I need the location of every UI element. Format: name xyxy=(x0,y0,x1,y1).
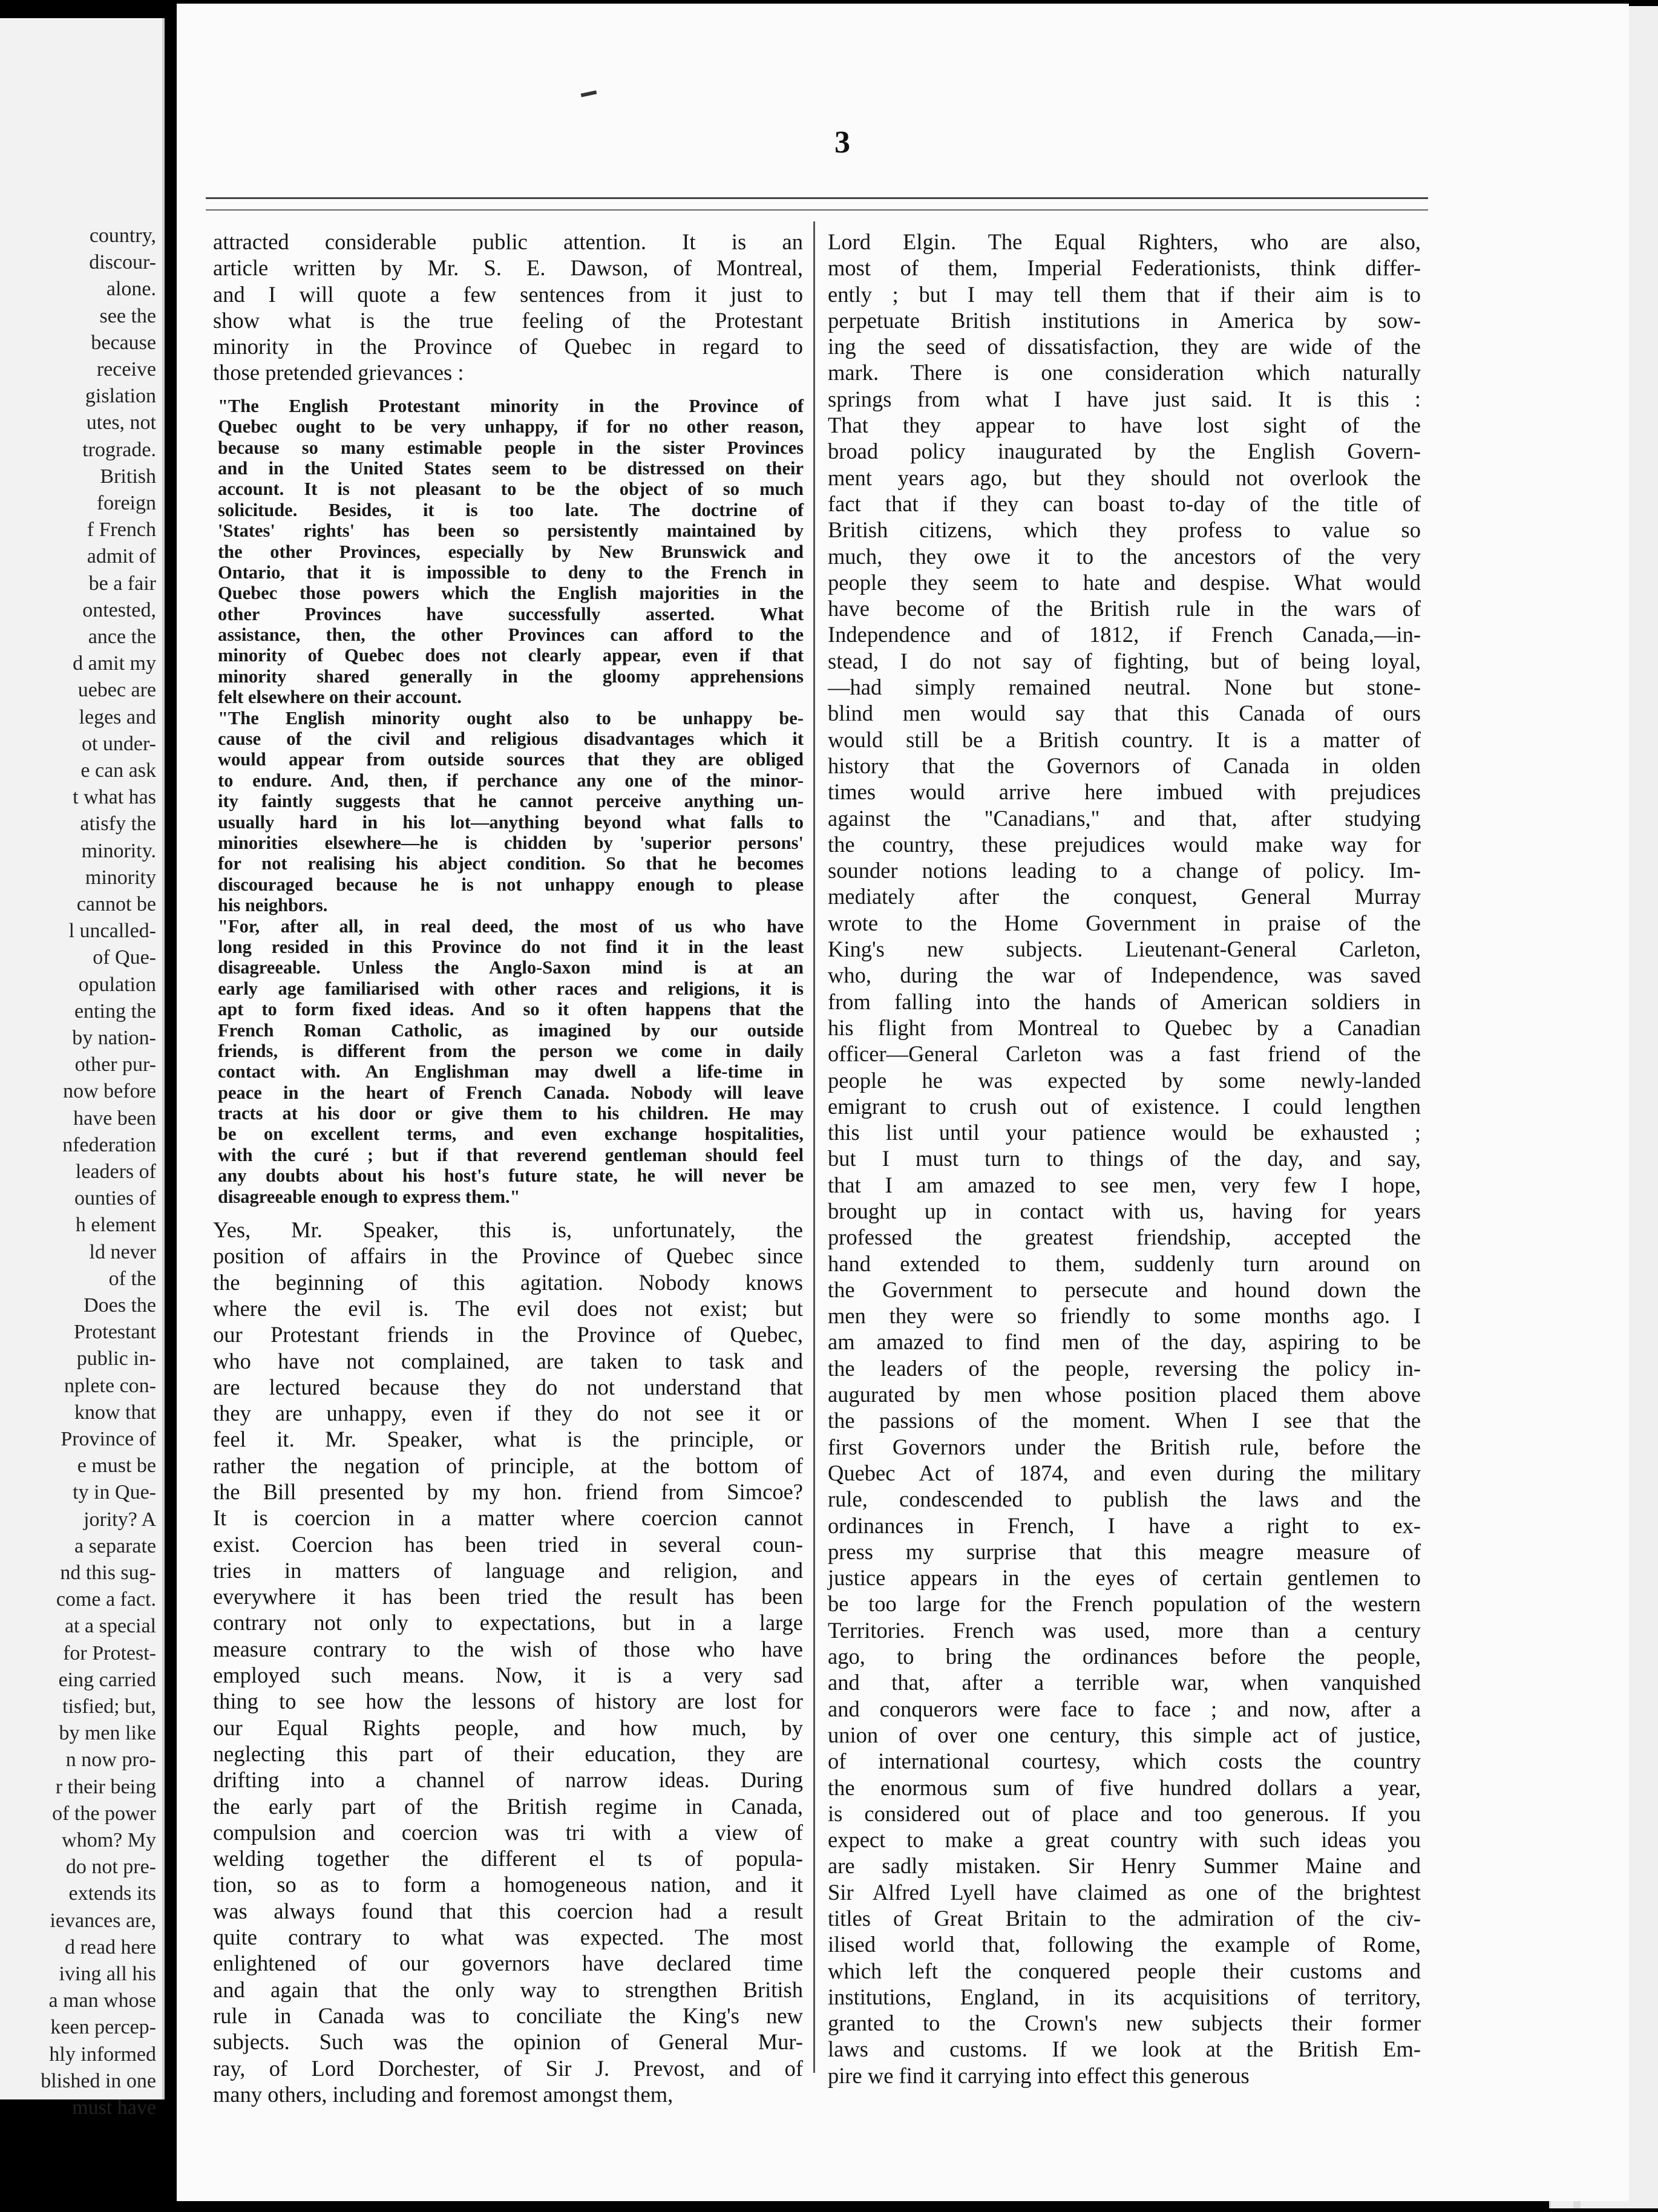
quote-line: Ontario, that it is impossible to deny to the French in xyxy=(218,561,804,583)
text-line: everywhere it has been tried the result has been xyxy=(213,1584,803,1609)
text-line: ilised world that, following the example of Rome, xyxy=(828,1932,1421,1957)
prev-page-line: be a fair xyxy=(88,572,156,595)
quote-line: "The English Protestant minority in the Province of xyxy=(218,395,804,416)
prev-page-line: atisfy the xyxy=(80,813,156,836)
text-line: pire we find it carrying into effect this generous xyxy=(828,2063,1250,2088)
text-line: blind men would say that this Canada of ours xyxy=(828,701,1421,726)
prev-page-line: receive xyxy=(96,358,156,381)
quote-line: apt to form fixed ideas. And so it often happens that the xyxy=(218,999,804,1020)
text-line: who have not complained, are taken to task and xyxy=(213,1348,803,1373)
text-line: subjects. Such was the opinion of General Mur- xyxy=(213,2029,803,2055)
prev-page-line: alone. xyxy=(106,278,156,301)
prev-page-line: ot under- xyxy=(81,732,156,755)
text-line: first Governors under the British rule, before the xyxy=(828,1434,1421,1459)
text-line: history that the Governors of Canada in olden xyxy=(828,753,1421,778)
text-line: hand extended to them, suddenly turn around on xyxy=(828,1251,1421,1276)
quote-line: early age familiarised with other races and religions, it is xyxy=(218,978,804,999)
text-line: that I am amazed to see men, very few I hope, xyxy=(828,1172,1421,1197)
text-line: am amazed to find men of the day, aspiring to be xyxy=(828,1329,1421,1355)
text-line: thing to see how the lessons of history are lost for xyxy=(213,1689,803,1714)
text-line: augurated by men whose position placed them above xyxy=(828,1382,1421,1407)
text-line: position of affairs in the Province of Quebec since xyxy=(213,1243,803,1269)
text-line: rule, condescended to publish the laws and the xyxy=(828,1487,1421,1512)
prev-page-line: nd this sug- xyxy=(60,1562,156,1584)
text-line: of international courtesy, which costs the country xyxy=(828,1749,1421,1774)
header-rule xyxy=(206,197,1428,199)
text-line: union of over one century, this simple act of justice, xyxy=(828,1722,1421,1747)
text-line: is considered out of place and too generous. If you xyxy=(828,1801,1421,1826)
quote-line: long resided in this Province do not find it in the least xyxy=(218,936,804,957)
text-line: feel it. Mr. Speaker, what is the principle, or xyxy=(213,1427,803,1452)
prev-page-line: a separate xyxy=(74,1534,156,1557)
text-line: British citizens, which they profess to value so xyxy=(828,517,1421,543)
prev-page-line: cannot be xyxy=(76,893,156,915)
text-line: where the evil is. The evil does not exist; but xyxy=(213,1295,803,1321)
quote-line: other Provinces have successfully asserted. What xyxy=(218,603,804,624)
text-line: our Equal Rights people, and how much, by xyxy=(213,1715,803,1740)
text-line: —had simply remained neutral. None but stone- xyxy=(828,675,1421,700)
text-line: drifting into a channel of narrow ideas. During xyxy=(213,1767,803,1793)
text-line: sounder notions leading to a change of policy. Im- xyxy=(828,858,1421,883)
text-line: wrote to the Home Government in praise of the xyxy=(828,910,1421,935)
prev-page-line: r their being xyxy=(55,1775,156,1798)
text-line: those pretended grievances : xyxy=(213,360,464,385)
text-line: much, they owe it to the ancestors of the very xyxy=(828,543,1421,569)
prev-page-line: do not pre- xyxy=(65,1856,156,1879)
quote-line: tracts at his door or give them to his children. He may xyxy=(218,1103,804,1124)
text-line: rather the negation of principle, at the bottom of xyxy=(213,1453,803,1478)
text-line: which left the conquered people their customs and xyxy=(828,1958,1421,1983)
text-line: the passions of the moment. When I see that the xyxy=(828,1408,1421,1433)
prev-page-line: h element xyxy=(75,1214,156,1237)
text-line: titles of Great Britain to the admiration of the civ- xyxy=(828,1906,1421,1931)
page-number: 3 xyxy=(834,125,850,160)
prev-page-line: of the power xyxy=(52,1802,156,1825)
text-line: ently ; but I may tell them that if their aim is to xyxy=(828,281,1421,307)
text-line: neglecting this part of their education, they are xyxy=(213,1741,803,1766)
text-line: most of them, Imperial Federationists, think differ- xyxy=(828,255,1421,281)
prev-page-line: blished in one xyxy=(41,2069,156,2092)
text-line: Territories. French was used, more than a century xyxy=(828,1617,1421,1643)
prev-page-line: whom? My xyxy=(62,1829,156,1851)
text-line: against the "Canadians," and that, after studying xyxy=(828,805,1421,831)
text-line: the beginning of this agitation. Nobody knows xyxy=(213,1269,803,1295)
quote-line: "For, after all, in real deed, the most of us who have xyxy=(218,915,804,937)
text-line: the country, these prejudices would make way for xyxy=(828,831,1421,857)
prev-page-line: uebec are xyxy=(77,679,156,702)
prev-page-line: extends its xyxy=(68,1882,156,1905)
prev-page-line: l uncalled- xyxy=(68,920,156,943)
text-line: and again that the only way to strengthen British xyxy=(213,1977,803,2002)
text-line: and that, after a terrible war, when vanquished xyxy=(828,1670,1421,1695)
text-line: King's new subjects. Lieutenant-General Carleton, xyxy=(828,937,1421,962)
prev-page-line: enting the xyxy=(74,1000,156,1023)
document-page xyxy=(177,4,1629,2201)
text-line: institutions, England, in its acquisitions of territory, xyxy=(828,1984,1421,2009)
text-line: contrary not only to expectations, but in a large xyxy=(213,1610,803,1635)
prev-page-line: Protestant xyxy=(74,1321,156,1344)
quote-line: minorities elsewhere—he is chidden by 'superior persons' xyxy=(218,832,804,853)
text-line: would still be a British country. It is a matter of xyxy=(828,727,1421,752)
prev-page-line: public in- xyxy=(76,1347,156,1370)
quote-line: usually hard in his lot—anything beyond what falls to xyxy=(218,811,804,833)
prev-page-line: leges and xyxy=(79,705,156,728)
prev-page-line: nplete con- xyxy=(64,1374,156,1397)
text-line: officer—General Carleton was a fast friend of the xyxy=(828,1041,1421,1067)
prev-page-line: iving all his xyxy=(59,1963,156,1985)
prev-page-line: n now pro- xyxy=(65,1749,156,1772)
text-line: employed such means. Now, it is a very sad xyxy=(213,1663,803,1688)
prev-page-line: minority xyxy=(85,866,156,889)
text-line: who, during the war of Independence, was saved xyxy=(828,963,1421,988)
text-line: are sadly mistaken. Sir Henry Summer Maine and xyxy=(828,1853,1421,1879)
prev-page-line: for Protest- xyxy=(63,1641,156,1664)
quote-line: would appear from outside sources that they are obliged xyxy=(218,749,804,770)
quote-line: solicitude. Besides, it is too late. The doctrine of xyxy=(218,499,804,520)
text-line: this list until your patience would be exhausted ; xyxy=(828,1120,1421,1145)
prev-page-line: come a fact. xyxy=(56,1588,156,1611)
text-line: ing the seed of dissatisfaction, they are wide of the xyxy=(828,334,1421,359)
prev-page-line: leaders of xyxy=(75,1160,156,1183)
text-line: the Government to persecute and hound down the xyxy=(828,1277,1421,1302)
quote-line: cause of the civil and religious disadvantages which it xyxy=(218,728,804,750)
text-line: rule in Canada was to conciliate the King's new xyxy=(213,2003,803,2028)
quote-line: for not realising his abject condition. So that he becomes xyxy=(218,853,804,874)
text-line: laws and customs. If we look at the British Em- xyxy=(828,2037,1421,2062)
text-line: men they were so friendly to some months ago. I xyxy=(828,1303,1421,1329)
text-line: times would arrive here imbued with prejudices xyxy=(828,779,1421,805)
prev-page-line: jority? A xyxy=(84,1508,156,1531)
quote-line: Quebec those powers which the English majorities in the xyxy=(218,583,804,604)
prev-page-line: Province of xyxy=(61,1428,156,1450)
prev-page-line: a man whose xyxy=(48,1989,156,2012)
text-line: welding together the different el ts of popula- xyxy=(213,1846,803,1871)
text-line: tion, so as to form a homogeneous nation, and it xyxy=(213,1872,803,1897)
prev-page-line: eing carried xyxy=(58,1668,156,1691)
text-line: and I will quote a few sentences from it just to xyxy=(213,281,803,307)
prev-page-line: because xyxy=(91,331,156,354)
text-line: Sir Alfred Lyell have claimed as one of the brightest xyxy=(828,1879,1421,1905)
block-quote xyxy=(218,396,804,1207)
prev-page-line: foreign xyxy=(96,492,156,514)
prev-page-line: by nation- xyxy=(72,1027,156,1049)
text-line: but I must turn to things of the day, and say, xyxy=(828,1146,1421,1171)
prev-page-line: d amit my xyxy=(73,652,156,675)
prev-page-line: f French xyxy=(87,519,156,542)
text-line: article written by Mr. S. E. Dawson, of Montreal, xyxy=(213,255,803,281)
quote-line: "The English minority ought also to be unhappy be- xyxy=(218,707,804,728)
text-line: many others, including and foremost amongst them, xyxy=(213,2081,673,2107)
text-line: the Bill presented by my hon. friend from Simcoe? xyxy=(213,1479,803,1504)
quote-line: with the curé ; but if that reverend gentleman should feel xyxy=(218,1144,804,1165)
text-line: and conquerors were face to face ; and now, after a xyxy=(828,1696,1421,1721)
text-line: emigrant to crush out of existence. I could lengthen xyxy=(828,1093,1421,1119)
text-line: expect to make a great country with such ideas you xyxy=(828,1827,1421,1853)
quote-line: account. It is not pleasant to be the object of so much xyxy=(218,479,804,500)
text-line: granted to the Crown's new subjects their former xyxy=(828,2011,1421,2036)
intro-paragraph xyxy=(213,229,803,386)
prev-page-line: admit of xyxy=(87,545,156,568)
prev-page-line: utes, not xyxy=(86,411,156,434)
prev-page-line: e can ask xyxy=(80,759,156,782)
text-line: enlightened of our governors have declared time xyxy=(213,1951,803,1976)
text-line: Yes, Mr. Speaker, this is, unfortunately, the xyxy=(213,1217,803,1243)
text-line: perpetuate British institutions in America by sow- xyxy=(828,307,1421,333)
text-line: Quebec Act of 1874, and even during the military xyxy=(828,1460,1421,1485)
text-line: justice appears in the eyes of certain gentlemen to xyxy=(828,1565,1421,1591)
prev-page-line: tisfied; but, xyxy=(62,1695,156,1718)
quote-line: Quebec ought to be very unhappy, if for no other reason, xyxy=(218,416,804,437)
prev-page-line: d read here xyxy=(64,1936,156,1958)
continuation-paragraph xyxy=(828,229,1421,2089)
left-column xyxy=(213,229,803,2107)
text-line: mark. There is one consideration which naturally xyxy=(828,360,1421,385)
quote-line: his neighbors. xyxy=(218,895,328,916)
text-line: was always found that this coercion had a result xyxy=(213,1898,803,1923)
prev-page-line: of the xyxy=(108,1267,156,1290)
quote-line: peace in the heart of French Canada. Nobody will leave xyxy=(218,1082,804,1103)
text-line: ordinances in French, I have a right to ex- xyxy=(828,1513,1421,1538)
prev-page-line: nfederation xyxy=(62,1133,156,1156)
prev-page-line: minority. xyxy=(81,839,156,862)
prev-page-line: country, xyxy=(89,224,156,247)
prev-page-line: other pur- xyxy=(74,1053,156,1076)
quote-line: be on excellent terms, and even exchange hospitalities, xyxy=(218,1124,804,1145)
quote-line: any doubts about his host's future state, he will never be xyxy=(218,1165,804,1186)
prev-page-line: ievances are, xyxy=(50,1909,156,1932)
quote-line: felt elsewhere on their account. xyxy=(218,687,462,708)
text-line: compulsion and coercion was tri with a view of xyxy=(213,1819,803,1845)
text-line: ago, to bring the ordinances before the people, xyxy=(828,1644,1421,1669)
quote-line: 'States' rights' has been so persistently maintained by xyxy=(218,520,804,542)
prev-page-line: t what has xyxy=(73,786,156,809)
previous-page-edge xyxy=(0,18,165,2119)
prev-page-line: know that xyxy=(74,1401,156,1424)
prev-page-line: Does the xyxy=(84,1294,156,1317)
quote-line: minority of Quebec does not clearly appear, even if that xyxy=(218,645,804,666)
quote-line: French Roman Catholic, as imagined by our outside xyxy=(218,1019,804,1041)
text-line: measure contrary to the wish of those who have xyxy=(213,1636,803,1661)
prev-page-line: now before xyxy=(63,1080,156,1103)
prev-page-line: trograde. xyxy=(82,438,156,461)
text-line: stead, I do not say of fighting, but of being loyal, xyxy=(828,648,1421,673)
header-rule-thin xyxy=(206,209,1428,211)
quote-line: the other Provinces, especially by New Brunswick and xyxy=(218,541,804,562)
text-line: springs from what I have just said. It is this : xyxy=(828,386,1421,411)
quote-line: assistance, then, the other Provinces can afford to the xyxy=(218,624,804,646)
text-line: professed the greatest friendship, accepted the xyxy=(828,1225,1421,1250)
quote-line: contact with. An Englishman may dwell a life-time in xyxy=(218,1061,804,1082)
text-line: be too large for the French population of the western xyxy=(828,1591,1421,1617)
prev-page-line: ty in Que- xyxy=(73,1481,156,1504)
speaker-paragraph xyxy=(213,1217,803,2107)
text-line: people he was expected by some newly-landed xyxy=(828,1067,1421,1093)
quote-line: discouraged because he is not unhappy enough to please xyxy=(218,874,804,895)
ink-speck xyxy=(581,90,597,97)
quote-line: ity faintly suggests that he cannot perceive anything un- xyxy=(218,791,804,812)
prev-page-line: British xyxy=(100,465,156,488)
text-line: have become of the British rule in the wars of xyxy=(828,596,1421,621)
column-divider xyxy=(813,221,815,2073)
text-line: our Protestant friends in the Province of Quebec, xyxy=(213,1322,803,1347)
quote-line: and in the United States seem to be distressed on their xyxy=(218,457,804,479)
text-line: the leaders of the people, reversing the policy in- xyxy=(828,1355,1421,1381)
text-line: attracted considerable public attention. It is an xyxy=(213,229,803,254)
text-line: show what is the true feeling of the Protestant xyxy=(213,307,803,333)
text-line: minority in the Province of Quebec in regard to xyxy=(213,334,803,359)
text-line: It is coercion in a matter where coercion cannot xyxy=(213,1505,803,1531)
quote-line: minority shared generally in the gloomy apprehensions xyxy=(218,666,804,687)
text-line: they are unhappy, even if they do not see it or xyxy=(213,1401,803,1426)
text-line: brought up in contact with us, having for years xyxy=(828,1198,1421,1223)
quote-line: to endure. And, then, if perchance any one of the minor- xyxy=(218,770,804,791)
text-line: the early part of the British regime in Canada, xyxy=(213,1793,803,1819)
prev-page-line: ld never xyxy=(89,1240,156,1263)
prev-page-line: opulation xyxy=(78,973,156,996)
prev-page-line: discour- xyxy=(89,251,156,274)
text-line: people they seem to hate and despise. What would xyxy=(828,569,1421,595)
text-line: Independence and of 1812, if French Canada,—in- xyxy=(828,622,1421,647)
text-line: from falling into the hands of American soldiers in xyxy=(828,989,1421,1014)
prev-page-line: by men like xyxy=(59,1722,156,1745)
text-line: press my surprise that this meagre measure of xyxy=(828,1539,1421,1564)
text-line: mediately after the conquest, General Murray xyxy=(828,884,1421,909)
prev-page-line: keen percep- xyxy=(50,2016,156,2039)
text-line: the enormous sum of five hundred dollars a year, xyxy=(828,1775,1421,1800)
prev-page-line: ontested, xyxy=(82,598,156,621)
prev-page-line: hly informed xyxy=(49,2043,156,2066)
prev-page-line: gislation xyxy=(85,385,156,408)
text-line: ment years ago, but they should not overlook the xyxy=(828,465,1421,490)
prev-page-line: ance the xyxy=(88,626,156,648)
quote-line: disagreeable enough to express them." xyxy=(218,1186,520,1207)
prev-page-line: e must be xyxy=(77,1454,156,1477)
text-line: his flight from Montreal to Quebec by a Canadian xyxy=(828,1015,1421,1040)
text-line: fact that if they can boast to-day of the title of xyxy=(828,491,1421,516)
text-line: are lectured because they do not understand that xyxy=(213,1374,803,1399)
right-column xyxy=(828,229,1421,2089)
text-line: That they appear to have lost sight of the xyxy=(828,413,1421,438)
prev-page-line: at a special xyxy=(64,1615,156,1638)
text-line: broad policy inaugurated by the English Govern- xyxy=(828,439,1421,464)
text-line: quite contrary to what was expected. The most xyxy=(213,1925,803,1950)
prev-page-line: have been xyxy=(73,1107,156,1130)
text-line: tries in matters of language and religion, and xyxy=(213,1557,803,1583)
prev-page-line: see the xyxy=(99,304,156,327)
text-line: exist. Coercion has been tried in several coun- xyxy=(213,1531,803,1557)
quote-line: because so many estimable people in the sister Provinces xyxy=(218,437,804,458)
text-line: Lord Elgin. The Equal Righters, who are also, xyxy=(828,229,1421,254)
prev-page-line: must have xyxy=(72,2096,156,2119)
text-line: ray, of Lord Dorchester, of Sir J. Prevost, and of xyxy=(213,2055,803,2081)
prev-page-line: ounties of xyxy=(74,1187,156,1210)
quote-line: friends, is different from the person we come in daily xyxy=(218,1040,804,1061)
quote-line: disagreeable. Unless the Anglo-Saxon mind is at an xyxy=(218,957,804,978)
prev-page-line: of Que- xyxy=(93,946,156,969)
